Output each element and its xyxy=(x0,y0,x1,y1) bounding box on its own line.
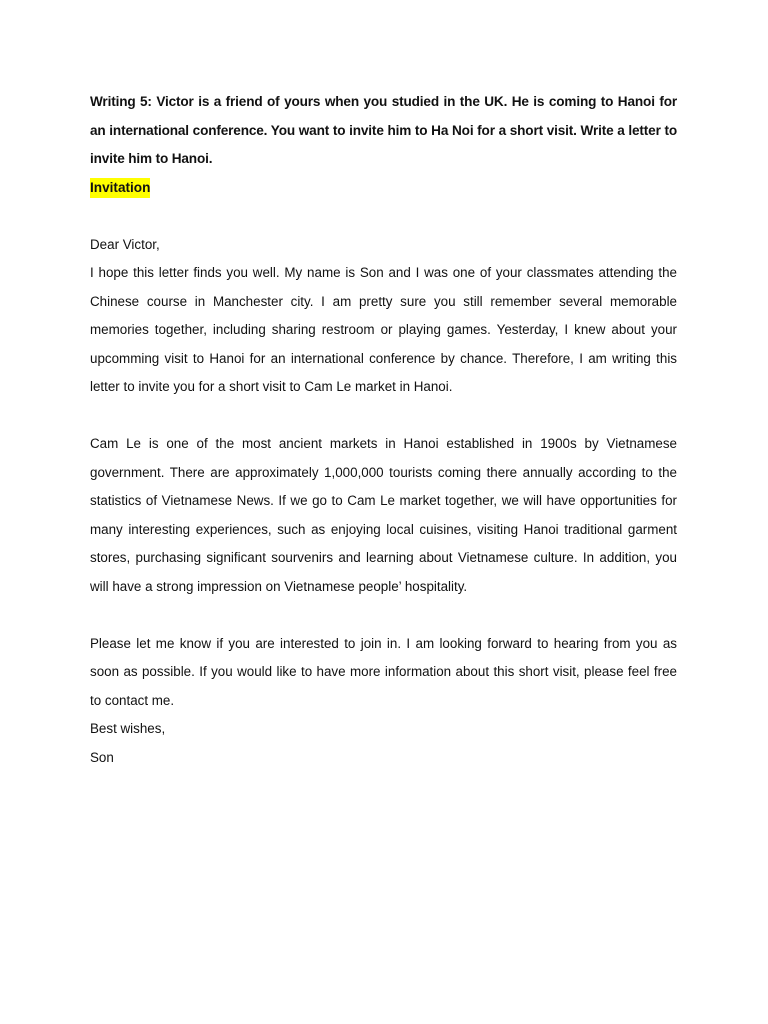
signature: Son xyxy=(90,749,114,765)
letter-heading xyxy=(90,174,677,203)
salutation: Dear Victor, xyxy=(90,236,160,252)
document-body xyxy=(90,88,677,772)
blank-line xyxy=(90,202,677,231)
paragraph-body: Cam Le is one of the most ancient markets in Hanoi established in 1900s by Vietnamese government. There are approximately 1,000,000 tourists coming there annually according to the statistics of Vietnamese News. If we go to Cam Le market together, we will have opportunities for many interesting experiences, such as enjoying local cuisines, visiting Hanoi traditional garment stores, purchasing significant sourvenirs and learning about Vietnamese culture. In addition, you will have a strong impression on Vietnamese people’ hospitality. xyxy=(90,436,677,594)
blank-line xyxy=(90,601,677,630)
blank-line xyxy=(90,402,677,431)
closing: Best wishes, xyxy=(90,721,166,736)
highlighted-heading: Invitation xyxy=(90,178,150,198)
writing-prompt: Writing 5: Victor is a friend of yours when you studied in the UK. He is coming to Hanoi for an international conference. You want to invite him to Ha Noi for a short visit. Write a letter to invite him to Hanoi. xyxy=(90,94,677,166)
paragraph-closing: Please let me know if you are interested to join in. I am looking forward to hearing from you as soon as possible. If you would like to have more information about this short visit, please feel free to contact me. xyxy=(90,635,677,708)
paragraph-intro: I hope this letter finds you well. My name is Son and I was one of your classmates attending the Chinese course in Manchester city. I am pretty sure you still remember several memorable memories together, including sharing restroom or playing games. Yesterday, I knew about your upcomming visit to Hanoi for an international conference by chance. Therefore, I am writing this letter to invite you for a short visit to Cam Le market in Hanoi. xyxy=(90,265,677,394)
